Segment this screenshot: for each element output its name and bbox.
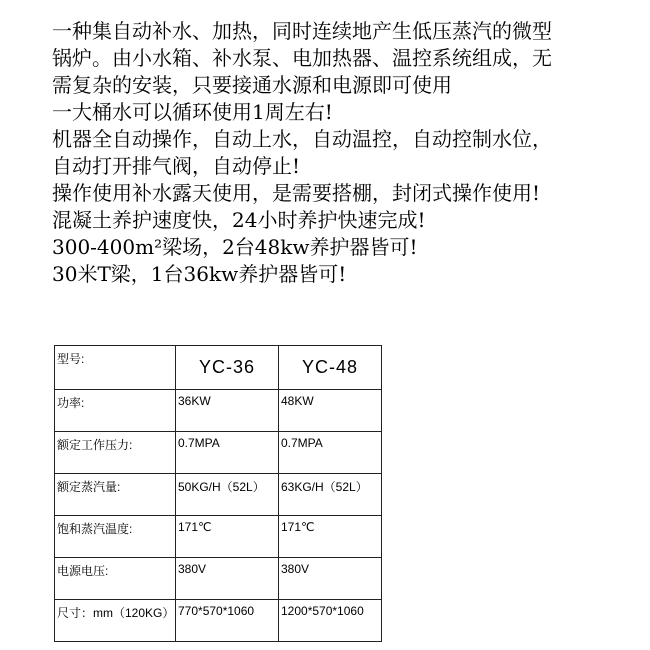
table-row [55,432,382,474]
table-cell: 770*570*1060 [176,600,279,642]
table-cell: 0.7MPA [176,432,279,474]
description-line: 机器全自动操作，自动上水，自动温控，自动控制水位， [52,127,552,151]
spec-table-header-row [55,346,382,390]
table-cell: 36KW [176,390,279,432]
row-label-steam-output: 额定蒸汽量: [55,474,176,516]
table-row [55,600,382,642]
row-label-dimensions: 尺寸：mm（120KG） [55,600,176,642]
description-line: 一种集自动补水、加热，同时连续地产生低压蒸汽的微型 [52,19,552,43]
description-line: 30米T梁，1台36kw养护器皆可! [52,262,347,286]
description-line: 自动打开排气阀，自动停止! [52,154,301,178]
description-line: 300-400m²梁场，2台48kw养护器皆可! [52,235,418,259]
spec-table [54,345,382,642]
table-row [55,390,382,432]
table-cell: 380V [279,558,382,600]
row-label-power: 功率: [55,390,176,432]
model-yc48-cell: YC-48 [279,346,382,390]
row-label-voltage: 电源电压: [55,558,176,600]
table-cell: 380V [176,558,279,600]
model-yc36-cell: YC-36 [176,346,279,390]
description-line: 操作使用补水露天使用，是需要搭棚，封闭式操作使用! [52,181,541,205]
table-cell: 171℃ [176,516,279,558]
table-cell: 63KG/H（52L） [279,474,382,516]
table-cell: 50KG/H（52L） [176,474,279,516]
row-label-pressure: 额定工作压力: [55,432,176,474]
table-row [55,474,382,516]
model-label-cell: 型号: [55,346,176,390]
product-description [52,18,642,288]
table-row [55,558,382,600]
description-line: 需复杂的安装，只要接通水源和电源即可使用 [52,73,452,97]
description-line: 一大桶水可以循环使用1周左右! [52,100,333,124]
description-line: 混凝土养护速度快，24小时养护快速完成! [52,208,426,232]
table-row [55,516,382,558]
row-label-steam-temperature: 饱和蒸汽温度: [55,516,176,558]
table-cell: 171℃ [279,516,382,558]
table-cell: 0.7MPA [279,432,382,474]
description-line: 锅炉。由小水箱、补水泵、电加热器、温控系统组成，无 [52,46,552,70]
table-cell: 1200*570*1060 [279,600,382,642]
table-cell: 48KW [279,390,382,432]
